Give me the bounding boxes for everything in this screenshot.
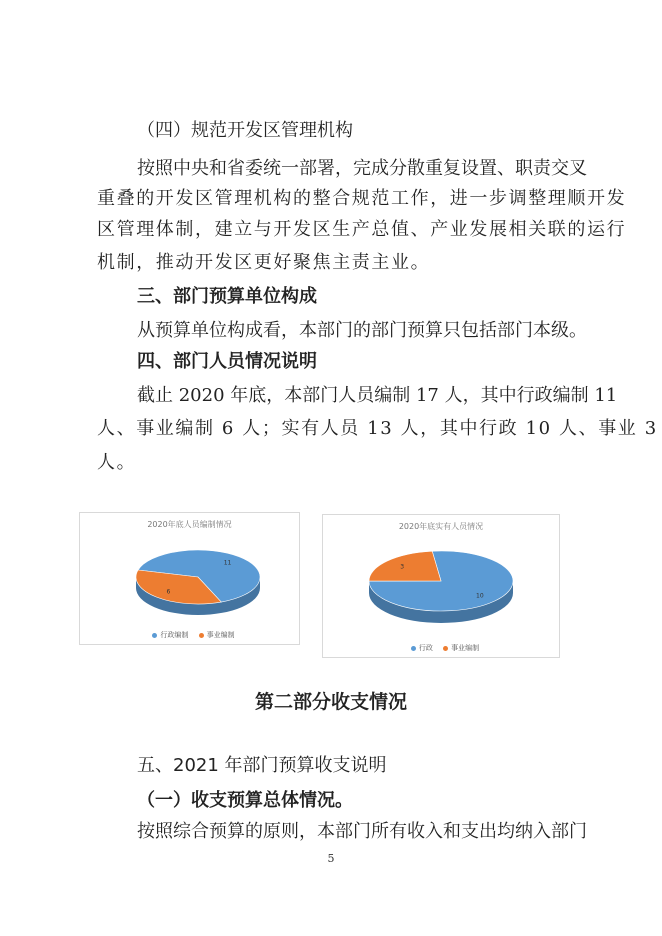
subheading-1: （一）收支预算总体情况。 (137, 790, 353, 811)
legend-dot (411, 646, 416, 651)
chart-1-pie (80, 527, 299, 637)
pie-slice-1 (369, 551, 441, 581)
legend-dot (152, 633, 157, 638)
chart-1-legend-label-0: 行政编制 (160, 631, 189, 639)
heading-5: 五、2021 年部门预算收支说明 (137, 755, 387, 776)
chart-actual-staff (322, 514, 560, 658)
heading-4: 四、部门人员情况说明 (137, 351, 317, 372)
chart-2-pie (323, 529, 559, 649)
section-4-line-4: 机制，推动开发区更好聚焦主责主业。 (97, 252, 431, 273)
chart-2-legend-label-0: 行政 (418, 644, 433, 652)
section-4-line-1: 按照中央和省委统一部署，完成分散重复设置、职责交叉 (137, 158, 587, 179)
section-4-line-3: 区管理体制，建立与开发区生产总值、产业发展相关联的运行 (97, 219, 627, 240)
paragraph-4-line-3: 人。 (97, 452, 137, 473)
pie-data-label-1: 6 (166, 588, 171, 596)
legend-dot (443, 646, 448, 651)
paragraph-3: 从预算单位构成看，本部门的部门预算只包括部门本级。 (137, 320, 587, 341)
chart-2-title: 2020年底实有人员情况 (398, 522, 484, 531)
section-4-heading: （四）规范开发区管理机构 (137, 120, 353, 141)
legend-dot (199, 633, 204, 638)
chart-1-title: 2020年底人员编制情况 (147, 520, 232, 529)
paragraph-4-line-1: 截止 2020 年底，本部门人员编制 17 人，其中行政编制 11 (137, 385, 618, 406)
paragraph-4-line-2: 人、事业编制 6 人；实有人员 13 人，其中行政 10 人、事业 3 (97, 418, 658, 439)
paragraph-5-line-1: 按照综合预算的原则，本部门所有收入和支出均纳入部门 (137, 821, 587, 842)
page-number: 5 (327, 852, 335, 865)
heading-3: 三、部门预算单位构成 (137, 286, 317, 307)
chart-staffing (79, 512, 300, 645)
pie-data-label-1: 3 (400, 563, 405, 571)
part-2-title: 第二部分收支情况 (254, 691, 407, 713)
pie-data-label-0: 11 (223, 559, 232, 567)
chart-1-legend (80, 630, 299, 640)
chart-2-legend-label-1: 事业编制 (451, 644, 480, 652)
section-4-line-2: 重叠的开发区管理机构的整合规范工作，进一步调整理顺开发 (97, 188, 627, 209)
pie-data-label-0: 10 (476, 592, 484, 600)
chart-2-legend (323, 643, 559, 653)
chart-1-legend-label-1: 事业编制 (206, 631, 235, 639)
